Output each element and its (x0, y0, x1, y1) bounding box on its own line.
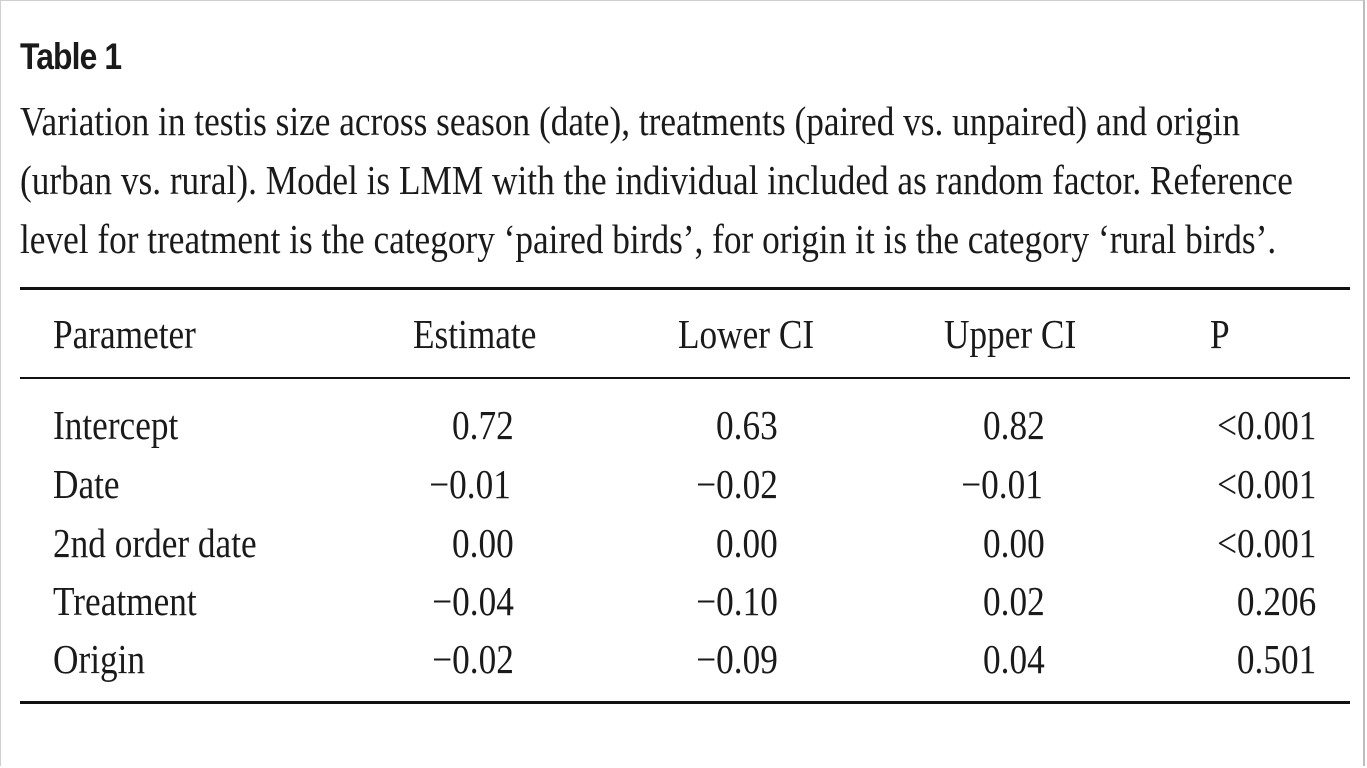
column-header-lower-ci: Lower CI (678, 311, 815, 357)
table-top-rule (20, 287, 1350, 290)
cell-parameter: Treatment (53, 578, 197, 624)
cell-lower-ci: −0.02 (696, 461, 778, 507)
column-header-upper-ci: Upper CI (944, 311, 1077, 357)
cell-parameter: Intercept (53, 402, 179, 448)
column-header-parameter: Parameter (53, 311, 196, 357)
cell-parameter: Date (53, 461, 120, 507)
cell-estimate: −0.02 (432, 636, 514, 682)
cell-p: <0.001 (1216, 402, 1316, 448)
table-header-rule (20, 377, 1350, 379)
cell-lower-ci: 0.63 (716, 402, 778, 448)
caption-line: Variation in testis size across season (date), treatments (paired vs. unpaired) and origin (20, 98, 1241, 144)
cell-upper-ci: 0.00 (983, 520, 1045, 566)
caption-line: level for treatment is the category ‘paired birds’, for origin it is the category ‘rural birds’. (20, 216, 1277, 262)
column-header-estimate: Estimate (413, 311, 537, 357)
cell-lower-ci: −0.10 (696, 578, 778, 624)
caption-line: (urban vs. rural). Model is LMM with the individual included as random factor. Reference (20, 157, 1293, 203)
cell-estimate: −0.01 (429, 461, 511, 507)
cell-p: <0.001 (1216, 520, 1316, 566)
cell-lower-ci: 0.00 (716, 520, 778, 566)
cell-p: <0.001 (1216, 461, 1316, 507)
column-header-p: P (1210, 311, 1230, 357)
cell-estimate: 0.00 (452, 520, 514, 566)
table-title: Table 1 (20, 36, 122, 77)
cell-parameter: 2nd order date (53, 520, 257, 566)
cell-p: 0.501 (1236, 636, 1316, 682)
table-caption (20, 92, 1344, 269)
cell-estimate: −0.04 (432, 578, 514, 624)
cell-upper-ci: 0.04 (983, 636, 1045, 682)
cell-upper-ci: −0.01 (961, 461, 1043, 507)
cell-upper-ci: 0.02 (983, 578, 1045, 624)
cell-estimate: 0.72 (452, 402, 514, 448)
cell-lower-ci: −0.09 (696, 636, 778, 682)
cell-parameter: Origin (53, 636, 146, 682)
cell-upper-ci: 0.82 (983, 402, 1045, 448)
cell-p: 0.206 (1236, 578, 1316, 624)
table-bottom-rule (20, 701, 1350, 704)
